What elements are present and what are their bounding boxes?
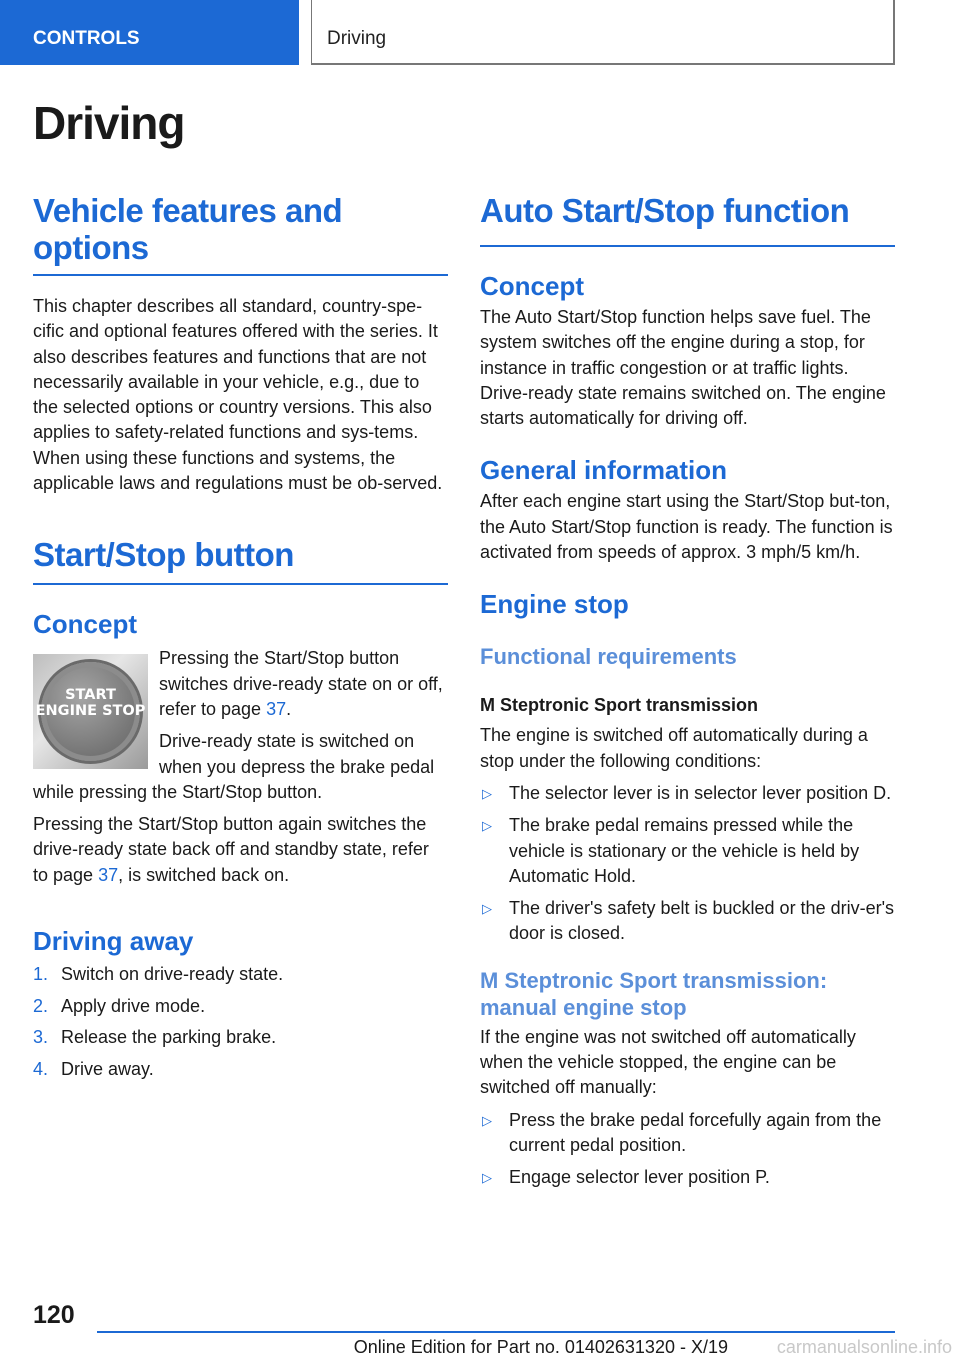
list-item bbox=[480, 781, 895, 806]
section-label: CONTROLS bbox=[33, 28, 140, 49]
list-item bbox=[33, 962, 448, 987]
general-info-body: After each engine start using the Start/Stop but‐ton, the Auto Start/Stop function is ready. The function is activated from speeds of approx. 3 mph/5 km/h. bbox=[480, 491, 893, 563]
step-text: Drive away. bbox=[61, 1058, 154, 1079]
triangle-bullet-icon: ▷ bbox=[482, 1112, 492, 1128]
list-item bbox=[33, 994, 448, 1019]
right-column bbox=[480, 192, 895, 1198]
transmission-heading: M Steptronic Sport transmission bbox=[480, 695, 759, 716]
auto-concept-heading: Concept bbox=[480, 271, 584, 301]
start-stop-p2: Drive-ready state is switched on when you depress the brake pedal while pressing the Start/Stop button. bbox=[33, 731, 435, 802]
start-stop-p1-text: Pressing the Start/Stop button switches drive-ready state on or off, refer to page bbox=[159, 648, 443, 719]
list-item bbox=[480, 1108, 895, 1159]
start-stop-p3-text: Pressing the Start/Stop button again switches the drive-ready state back off and standby state, refer to page bbox=[33, 814, 429, 885]
step-number: 2. bbox=[33, 995, 49, 1016]
triangle-bullet-icon: ▷ bbox=[482, 901, 492, 917]
triangle-bullet-icon: ▷ bbox=[482, 1170, 492, 1186]
watermark: carmanualsonline.info bbox=[776, 1337, 952, 1357]
page-number: 120 bbox=[33, 1301, 75, 1329]
bullet-text: Press the brake pedal forcefully again from the current pedal position. bbox=[509, 1109, 882, 1155]
step-number: 1. bbox=[33, 964, 49, 985]
edition-text: Online Edition for Part no. 01402631320 - X/19 bbox=[353, 1337, 728, 1357]
engine-stop-heading: Engine stop bbox=[480, 589, 629, 620]
driving-away-heading: Driving away bbox=[33, 926, 194, 957]
vehicle-features-heading: Vehicle features and options bbox=[33, 192, 448, 276]
step-text: Apply drive mode. bbox=[61, 995, 206, 1016]
bullet-text: The selector lever is in selector lever position D. bbox=[509, 782, 892, 803]
step-text: Release the parking brake. bbox=[61, 1027, 277, 1048]
manual-stop-steps bbox=[480, 1108, 895, 1191]
chapter-label: Driving bbox=[327, 28, 387, 49]
functional-requirements-heading: Functional requirements bbox=[480, 644, 737, 670]
start-stop-concept bbox=[33, 646, 448, 805]
chapter-tab bbox=[311, 0, 895, 65]
page-title: Driving bbox=[33, 97, 185, 149]
page-link-37-second[interactable]: 37 bbox=[98, 864, 119, 885]
auto-concept-body: The Auto Start/Stop function helps save fuel. The system switches off the engine during a stop, for instance in traffic congestion or at traffic lights. Drive-ready state remains switched on. The engine starts automatically for driving off. bbox=[480, 307, 886, 429]
triangle-bullet-icon: ▷ bbox=[482, 818, 492, 834]
start-stop-heading: Start/Stop button bbox=[33, 536, 448, 585]
step-text: Switch on drive-ready state. bbox=[61, 964, 284, 985]
button-image-label: START ENGINE STOP bbox=[35, 687, 146, 720]
list-item bbox=[480, 896, 895, 947]
list-item bbox=[33, 1057, 448, 1082]
manual-stop-intro: If the engine was not switched off automatically when the vehicle stopped, the engine can be switched off manually: bbox=[480, 1026, 856, 1098]
bullet-text: Engage selector lever position P. bbox=[509, 1167, 770, 1188]
start-stop-concept-heading: Concept bbox=[33, 609, 137, 640]
bullet-text: The driver's safety belt is buckled or the driv‐er's door is closed. bbox=[509, 898, 895, 944]
bullet-text: The brake pedal remains pressed while the vehicle is stationary or the vehicle is held by Automatic Hold. bbox=[509, 815, 860, 886]
auto-start-stop-heading: Auto Start/Stop function bbox=[480, 192, 895, 247]
engine-stop-conditions bbox=[480, 781, 895, 947]
manual-stop-heading: M Steptronic Sport transmission: manual engine stop bbox=[480, 967, 828, 1020]
section-tab bbox=[0, 0, 299, 65]
triangle-bullet-icon: ▷ bbox=[482, 785, 492, 801]
start-stop-p3-end: , is switched back on. bbox=[118, 864, 290, 885]
driving-away-steps bbox=[33, 962, 448, 1082]
vehicle-features-body: This chapter describes all standard, country-spe‐cific and optional features offered with the series. It also describes features and functions that are not necessarily available in your vehicle, e.g., due to the selected options or country versions. This also applies to safety-related functions and sys‐tems. When using these functions and systems, the applicable laws and regulations must be ob‐served. bbox=[33, 296, 443, 494]
start-stop-p3 bbox=[33, 812, 448, 888]
list-item bbox=[33, 1025, 448, 1050]
start-stop-button-image bbox=[33, 654, 148, 769]
footer-divider bbox=[97, 1331, 895, 1333]
general-info-heading: General information bbox=[480, 455, 728, 486]
engine-stop-intro: The engine is switched off automatically during a stop under the following conditions: bbox=[480, 725, 868, 771]
step-number: 4. bbox=[33, 1058, 49, 1079]
left-column bbox=[33, 192, 448, 1088]
page-link-37[interactable]: 37 bbox=[266, 698, 287, 719]
step-number: 3. bbox=[33, 1027, 49, 1048]
start-stop-p1-end: . bbox=[286, 698, 292, 719]
list-item bbox=[480, 813, 895, 889]
list-item bbox=[480, 1165, 895, 1190]
